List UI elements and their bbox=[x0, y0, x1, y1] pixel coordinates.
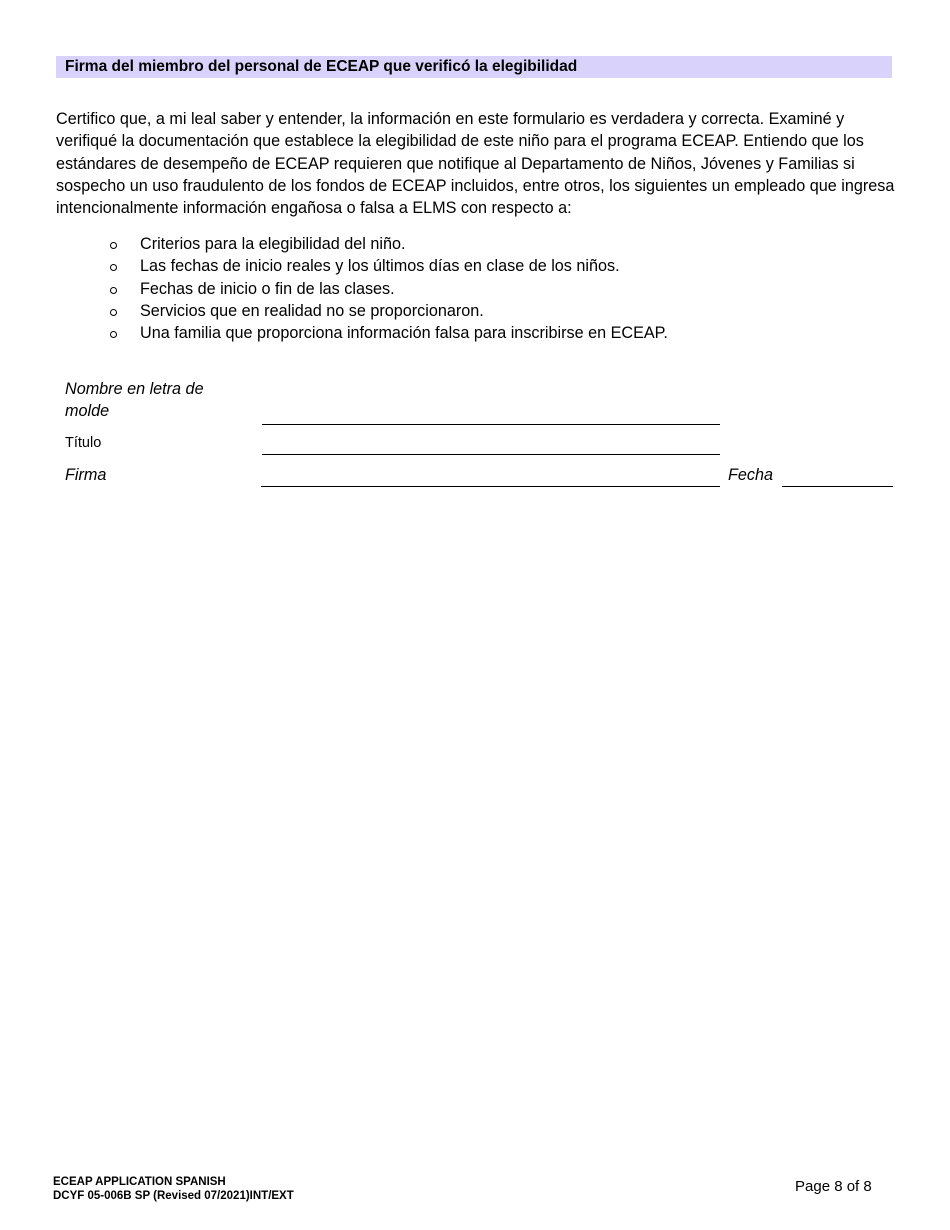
footer-form-name: ECEAP APPLICATION SPANISH bbox=[53, 1176, 226, 1188]
criteria-list bbox=[110, 233, 668, 344]
date-label: Fecha bbox=[728, 466, 773, 484]
title-label: Título bbox=[65, 435, 102, 451]
list-item-text: Criterios para la elegibilidad del niño. bbox=[140, 235, 406, 253]
list-item bbox=[110, 278, 668, 300]
page-number: Page 8 of 8 bbox=[795, 1178, 872, 1195]
footer-form-info bbox=[53, 1176, 294, 1203]
list-item bbox=[110, 300, 668, 322]
list-item-text: Fechas de inicio o fin de las clases. bbox=[140, 279, 395, 298]
date-field[interactable] bbox=[782, 486, 893, 487]
list-item-text: Una familia que proporciona información falsa para inscribirse en ECEAP. bbox=[140, 324, 668, 343]
circle-bullet-icon bbox=[110, 264, 117, 271]
title-field[interactable] bbox=[262, 454, 720, 455]
signature-field[interactable] bbox=[261, 486, 720, 487]
section-header bbox=[56, 56, 892, 78]
section-title: Firma del miembro del personal de ECEAP que verificó la elegibilidad bbox=[65, 58, 578, 75]
print-name-field[interactable] bbox=[262, 424, 720, 425]
list-item bbox=[110, 233, 668, 255]
list-item-text: Servicios que en realidad no se proporcionaron. bbox=[140, 301, 484, 320]
print-name-label: Nombre en letra de molde bbox=[65, 380, 204, 420]
certification-text: Certifico que, a mi leal saber y entender, la información en este formulario es verdadera y correcta. Examiné y verifiqué la documentación que establece la elegibilidad de este niño para el programa ECEAP. Entiendo que los estándares de desempeño de ECEAP requieren que notifique al Departamento de Niños, Jóvenes y Familias si sospecho un uso fraudulento de los fondos de ECEAP incluidos, entre otros, los siguientes un empleado que ingresa intencionalmente información engañosa o falsa a ELMS con respecto a: bbox=[56, 110, 895, 218]
circle-bullet-icon bbox=[110, 309, 117, 316]
circle-bullet-icon bbox=[110, 287, 117, 294]
list-item bbox=[110, 255, 668, 277]
circle-bullet-icon bbox=[110, 331, 117, 338]
signature-label: Firma bbox=[65, 466, 107, 484]
circle-bullet-icon bbox=[110, 242, 117, 249]
list-item bbox=[110, 322, 668, 344]
footer-form-code: DCYF 05-006B SP (Revised 07/2021)INT/EXT bbox=[53, 1189, 294, 1202]
list-item-text: Las fechas de inicio reales y los últimos días en clase de los niños. bbox=[140, 257, 620, 276]
